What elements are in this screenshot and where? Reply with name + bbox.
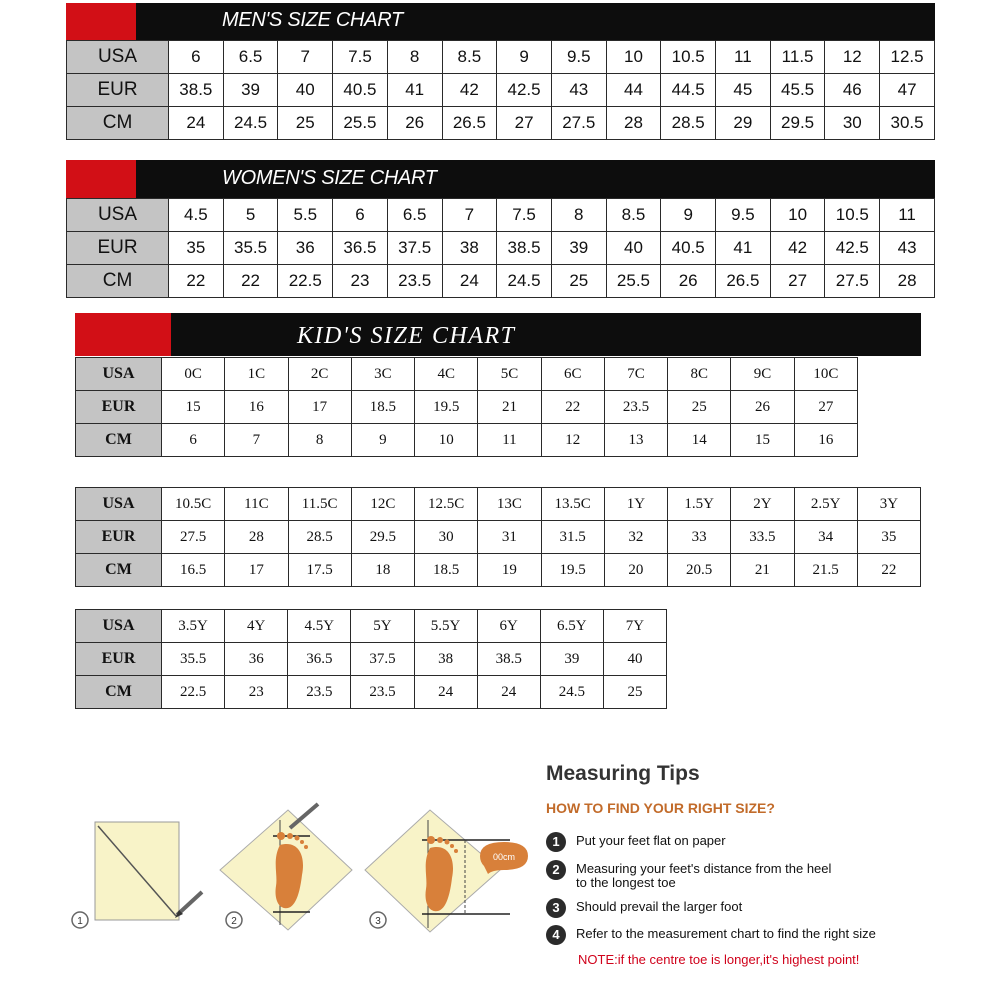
size-cell: 23.5 — [351, 676, 414, 709]
size-cell: 33.5 — [731, 521, 794, 554]
size-cell: 37.5 — [351, 643, 414, 676]
tip-step-2 — [546, 860, 831, 890]
kids-chart-title: KID'S SIZE CHART — [297, 323, 516, 349]
size-cell: 19.5 — [415, 391, 478, 424]
size-cell: 22 — [857, 554, 920, 587]
size-cell: 6.5 — [223, 41, 278, 74]
size-cell: 6C — [541, 358, 604, 391]
size-cell: 3C — [351, 358, 414, 391]
size-cell: 12.5C — [415, 488, 478, 521]
tips-note: NOTE:if the centre toe is longer,it's highest point! — [578, 952, 860, 967]
kids-size-table-1 — [75, 357, 858, 457]
size-cell: 38 — [414, 643, 477, 676]
size-cell: 22 — [169, 265, 224, 298]
size-cell: 11.5 — [770, 41, 825, 74]
size-cell: 13C — [478, 488, 541, 521]
size-cell: 6.5 — [387, 199, 442, 232]
size-cell: 23 — [225, 676, 288, 709]
size-cell: 40 — [603, 643, 666, 676]
svg-text:00cm: 00cm — [492, 852, 516, 862]
size-cell: 7C — [604, 358, 667, 391]
size-cell: 35 — [169, 232, 224, 265]
size-cell: 41 — [387, 74, 442, 107]
size-cell: 36 — [225, 643, 288, 676]
size-cell: 8 — [387, 41, 442, 74]
size-cell: 27 — [794, 391, 857, 424]
size-cell: 44 — [606, 74, 661, 107]
size-cell: 26 — [661, 265, 716, 298]
size-cell: 18.5 — [415, 554, 478, 587]
size-cell: 8.5 — [606, 199, 661, 232]
size-cell: 13 — [604, 424, 667, 457]
size-row — [67, 265, 935, 298]
size-cell: 10 — [415, 424, 478, 457]
size-cell: 40 — [606, 232, 661, 265]
size-cell: 34 — [794, 521, 857, 554]
size-cell: 22 — [223, 265, 278, 298]
size-row — [76, 610, 667, 643]
size-cell: 8 — [551, 199, 606, 232]
womens-chart-banner — [66, 160, 935, 198]
size-cell: 6 — [169, 41, 224, 74]
size-cell: 42.5 — [825, 232, 880, 265]
row-label: USA — [76, 488, 162, 521]
step-number: 1 — [546, 832, 566, 852]
size-cell: 10 — [606, 41, 661, 74]
svg-text:3: 3 — [375, 916, 381, 927]
size-cell: 43 — [551, 74, 606, 107]
size-cell: 6 — [162, 424, 225, 457]
size-cell: 26.5 — [442, 107, 497, 140]
size-cell: 25.5 — [606, 265, 661, 298]
size-row — [76, 488, 921, 521]
size-cell: 26.5 — [716, 265, 771, 298]
size-cell: 9 — [661, 199, 716, 232]
size-row — [76, 391, 858, 424]
size-row — [67, 199, 935, 232]
size-row — [76, 554, 921, 587]
size-cell: 7.5 — [333, 41, 388, 74]
size-cell: 11 — [478, 424, 541, 457]
size-cell: 42.5 — [497, 74, 552, 107]
size-cell: 28 — [606, 107, 661, 140]
size-cell: 37.5 — [387, 232, 442, 265]
size-cell: 25 — [551, 265, 606, 298]
kids-chart-banner — [75, 313, 921, 356]
panel-number-2 — [226, 912, 242, 928]
size-cell: 39 — [540, 643, 603, 676]
banner-red-accent — [66, 3, 136, 40]
size-cell: 36.5 — [288, 643, 351, 676]
size-cell: 12 — [825, 41, 880, 74]
size-cell: 27 — [770, 265, 825, 298]
size-cell: 24 — [477, 676, 540, 709]
size-cell: 5.5 — [278, 199, 333, 232]
size-cell: 6Y — [477, 610, 540, 643]
size-cell: 19 — [478, 554, 541, 587]
size-cell: 38.5 — [169, 74, 224, 107]
size-cell: 29.5 — [351, 521, 414, 554]
size-cell: 5 — [223, 199, 278, 232]
size-cell: 6.5Y — [540, 610, 603, 643]
size-cell: 31.5 — [541, 521, 604, 554]
row-label: EUR — [76, 643, 162, 676]
size-cell: 25 — [668, 391, 731, 424]
size-cell: 8 — [288, 424, 351, 457]
size-cell: 9.5 — [551, 41, 606, 74]
size-cell: 2Y — [731, 488, 794, 521]
size-cell: 2C — [288, 358, 351, 391]
size-cell: 9 — [351, 424, 414, 457]
size-cell: 36.5 — [333, 232, 388, 265]
size-cell: 20 — [604, 554, 667, 587]
size-cell: 36 — [278, 232, 333, 265]
kids-size-table-2 — [75, 487, 921, 587]
size-cell: 1Y — [604, 488, 667, 521]
size-cell: 26 — [387, 107, 442, 140]
size-cell: 4C — [415, 358, 478, 391]
size-cell: 47 — [880, 74, 935, 107]
size-cell: 22.5 — [162, 676, 225, 709]
step-text: Measuring your feet's distance from the heel to the longest toe — [576, 861, 832, 890]
size-cell: 24.5 — [540, 676, 603, 709]
size-cell: 17 — [288, 391, 351, 424]
size-cell: 28 — [880, 265, 935, 298]
size-cell: 27.5 — [825, 265, 880, 298]
size-cell: 35 — [857, 521, 920, 554]
size-cell: 5.5Y — [414, 610, 477, 643]
size-row — [76, 676, 667, 709]
size-cell: 40.5 — [661, 232, 716, 265]
measure-bubble — [480, 842, 528, 874]
kids-size-table-3 — [75, 609, 667, 709]
size-cell: 27.5 — [162, 521, 225, 554]
size-cell: 0C — [162, 358, 225, 391]
row-label: CM — [67, 265, 169, 298]
size-row — [76, 521, 921, 554]
size-cell: 1C — [225, 358, 288, 391]
size-cell: 21 — [478, 391, 541, 424]
size-cell: 6 — [333, 199, 388, 232]
size-cell: 22 — [541, 391, 604, 424]
size-cell: 40.5 — [333, 74, 388, 107]
size-cell: 38.5 — [497, 232, 552, 265]
size-cell: 10 — [770, 199, 825, 232]
womens-size-table — [66, 198, 935, 298]
mens-size-table — [66, 40, 935, 140]
size-cell: 9C — [731, 358, 794, 391]
size-cell: 29.5 — [770, 107, 825, 140]
size-cell: 44.5 — [661, 74, 716, 107]
size-cell: 21.5 — [794, 554, 857, 587]
mens-chart-banner — [66, 3, 935, 40]
size-cell: 18 — [351, 554, 414, 587]
size-row — [76, 424, 858, 457]
step-text: Should prevail the larger foot — [576, 899, 743, 914]
row-label: CM — [76, 554, 162, 587]
tip-step-1 — [546, 832, 726, 852]
size-cell: 23.5 — [387, 265, 442, 298]
row-label: EUR — [76, 391, 162, 424]
paper-icon — [95, 822, 179, 920]
size-cell: 22.5 — [278, 265, 333, 298]
row-label: CM — [67, 107, 169, 140]
size-cell: 39 — [223, 74, 278, 107]
size-cell: 41 — [716, 232, 771, 265]
size-cell: 10.5 — [825, 199, 880, 232]
size-cell: 2.5Y — [794, 488, 857, 521]
size-cell: 45.5 — [770, 74, 825, 107]
size-cell: 17.5 — [288, 554, 351, 587]
svg-text:1: 1 — [77, 916, 83, 927]
size-cell: 24.5 — [223, 107, 278, 140]
size-cell: 7Y — [603, 610, 666, 643]
banner-red-accent — [66, 160, 136, 198]
size-cell: 5Y — [351, 610, 414, 643]
row-label: EUR — [76, 521, 162, 554]
size-cell: 7 — [442, 199, 497, 232]
size-cell: 28 — [225, 521, 288, 554]
size-cell: 15 — [731, 424, 794, 457]
size-cell: 16 — [794, 424, 857, 457]
size-cell: 21 — [731, 554, 794, 587]
size-cell: 8C — [668, 358, 731, 391]
size-cell: 11 — [716, 41, 771, 74]
row-label: USA — [76, 610, 162, 643]
size-cell: 10.5 — [661, 41, 716, 74]
row-label: EUR — [67, 74, 169, 107]
size-cell: 24 — [414, 676, 477, 709]
size-cell: 13.5C — [541, 488, 604, 521]
size-cell: 9.5 — [716, 199, 771, 232]
step-number: 2 — [546, 860, 566, 880]
svg-text:2: 2 — [231, 916, 237, 927]
size-cell: 20.5 — [668, 554, 731, 587]
tips-subtitle: HOW TO FIND YOUR RIGHT SIZE? — [546, 800, 775, 816]
size-cell: 24 — [442, 265, 497, 298]
size-cell: 9 — [497, 41, 552, 74]
step-number: 3 — [546, 898, 566, 918]
size-cell: 16 — [225, 391, 288, 424]
panel-number-3 — [370, 912, 386, 928]
size-cell: 7.5 — [497, 199, 552, 232]
size-cell: 12C — [351, 488, 414, 521]
step-number: 4 — [546, 925, 566, 945]
size-cell: 27 — [497, 107, 552, 140]
tip-step-3 — [546, 898, 742, 918]
size-cell: 30 — [415, 521, 478, 554]
size-cell: 11 — [880, 199, 935, 232]
size-cell: 15 — [162, 391, 225, 424]
size-cell: 28.5 — [661, 107, 716, 140]
size-row — [67, 41, 935, 74]
step-text: Put your feet flat on paper — [576, 833, 726, 848]
row-label: CM — [76, 424, 162, 457]
panel-number-1 — [72, 912, 88, 928]
row-label: USA — [67, 199, 169, 232]
size-cell: 17 — [225, 554, 288, 587]
size-cell: 25 — [278, 107, 333, 140]
size-cell: 31 — [478, 521, 541, 554]
size-cell: 3Y — [857, 488, 920, 521]
size-cell: 42 — [442, 74, 497, 107]
size-cell: 5C — [478, 358, 541, 391]
size-cell: 39 — [551, 232, 606, 265]
size-cell: 1.5Y — [668, 488, 731, 521]
size-cell: 30 — [825, 107, 880, 140]
size-cell: 25 — [603, 676, 666, 709]
size-row — [67, 232, 935, 265]
size-cell: 3.5Y — [162, 610, 225, 643]
size-row — [76, 643, 667, 676]
mens-chart-title: MEN'S SIZE CHART — [222, 9, 403, 31]
size-cell: 10.5C — [162, 488, 225, 521]
size-cell: 42 — [770, 232, 825, 265]
size-cell: 16.5 — [162, 554, 225, 587]
size-cell: 30.5 — [880, 107, 935, 140]
size-cell: 29 — [716, 107, 771, 140]
size-cell: 12.5 — [880, 41, 935, 74]
size-cell: 38 — [442, 232, 497, 265]
size-cell: 12 — [541, 424, 604, 457]
row-label: USA — [67, 41, 169, 74]
size-cell: 4.5 — [169, 199, 224, 232]
size-cell: 11.5C — [288, 488, 351, 521]
foot-measuring-illustration — [60, 800, 530, 940]
size-row — [76, 358, 858, 391]
size-cell: 46 — [825, 74, 880, 107]
size-cell: 28.5 — [288, 521, 351, 554]
size-cell: 23.5 — [604, 391, 667, 424]
size-cell: 38.5 — [477, 643, 540, 676]
size-cell: 14 — [668, 424, 731, 457]
size-cell: 27.5 — [551, 107, 606, 140]
size-cell: 23.5 — [288, 676, 351, 709]
size-cell: 23 — [333, 265, 388, 298]
size-cell: 35.5 — [162, 643, 225, 676]
size-cell: 4Y — [225, 610, 288, 643]
size-cell: 26 — [731, 391, 794, 424]
size-cell: 45 — [716, 74, 771, 107]
tip-step-4 — [546, 925, 876, 945]
size-row — [67, 74, 935, 107]
size-cell: 25.5 — [333, 107, 388, 140]
size-cell: 7 — [225, 424, 288, 457]
step-text: Refer to the measurement chart to find the right size — [576, 926, 876, 941]
size-cell: 8.5 — [442, 41, 497, 74]
banner-red-accent — [75, 313, 171, 356]
womens-chart-title: WOMEN'S SIZE CHART — [222, 167, 437, 189]
row-label: CM — [76, 676, 162, 709]
size-cell: 43 — [880, 232, 935, 265]
size-cell: 24.5 — [497, 265, 552, 298]
size-cell: 19.5 — [541, 554, 604, 587]
row-label: EUR — [67, 232, 169, 265]
size-cell: 10C — [794, 358, 857, 391]
size-cell: 35.5 — [223, 232, 278, 265]
size-cell: 24 — [169, 107, 224, 140]
size-cell: 7 — [278, 41, 333, 74]
size-cell: 33 — [668, 521, 731, 554]
size-cell: 32 — [604, 521, 667, 554]
size-cell: 40 — [278, 74, 333, 107]
tips-title: Measuring Tips — [546, 762, 700, 785]
row-label: USA — [76, 358, 162, 391]
size-row — [67, 107, 935, 140]
size-cell: 18.5 — [351, 391, 414, 424]
size-cell: 4.5Y — [288, 610, 351, 643]
size-cell: 11C — [225, 488, 288, 521]
